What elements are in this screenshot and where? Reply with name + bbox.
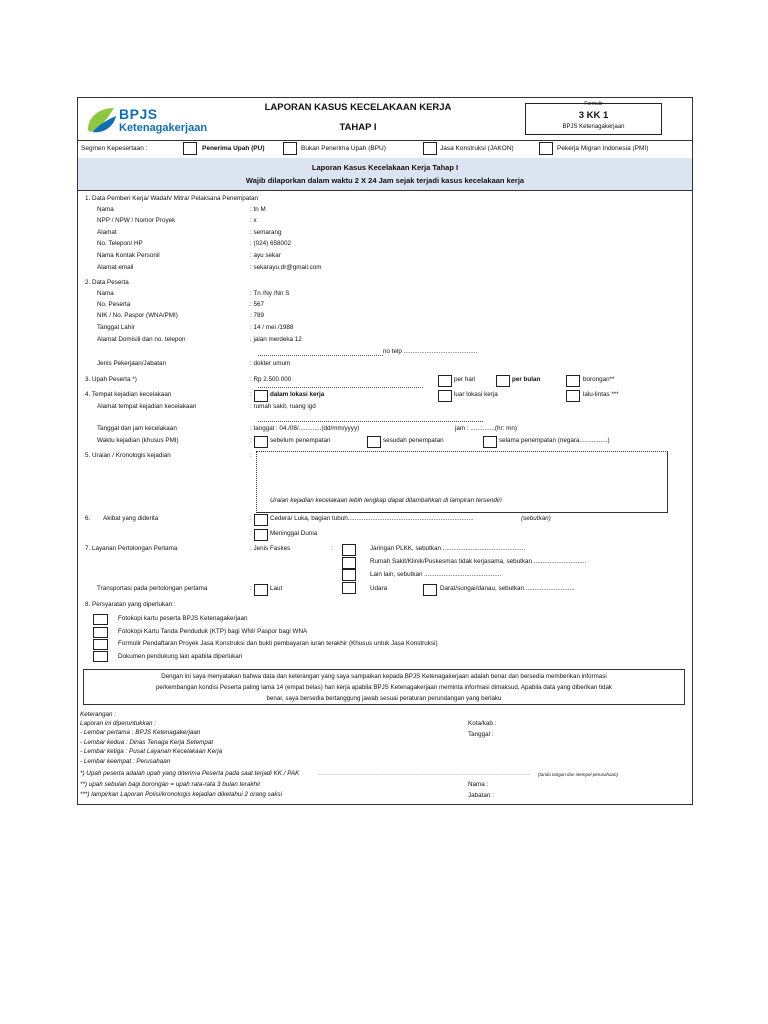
footer-note: Laporan ini diperuntukkan : xyxy=(80,720,156,727)
injury-label: Cedera/ Luka, bagian tubuh........................................................................ xyxy=(270,515,474,522)
s1-heading: 1. Data Pemberi Kerja/ Wadah/ Mitra/ Pelaksana Penempatan xyxy=(85,195,259,202)
s1-label: Nama Kontak Personil xyxy=(97,252,160,259)
band-deadline: Wajib dilaporkan dalam waktu 2 X 24 Jam sejak terjadi kasus kecelakaan kerja xyxy=(245,176,525,185)
declaration-line: perkembangan kondisi Peserta paling lama 14 (empat belas) hari kerja apabila BPJS Ketenagakerjaan meminta informasi dimaksud, Apabila data yang diberikan tidak xyxy=(155,684,613,691)
form-org: BPJS Ketenagakerjaan xyxy=(562,124,625,130)
form-page xyxy=(77,97,693,805)
s4-address-value[interactable]: : rumah sakit, ruang igd xyxy=(250,403,316,410)
s4-address-label: Alamat tempat kejadian kecelakaan xyxy=(97,403,197,410)
injury-specify: (sebutkan) xyxy=(521,515,551,522)
bpjs-leaf-icon xyxy=(86,106,118,134)
wage-piecework-checkbox[interactable] xyxy=(566,375,580,387)
s1-label: Alamat email xyxy=(97,264,134,271)
footer-note: Keterangan : xyxy=(80,711,117,718)
s2-value[interactable]: : 14 / mei /1988 xyxy=(250,324,294,331)
s4-date-label: Tanggal dan jam kecelakaan xyxy=(97,425,177,432)
segment-option-bpu: Bukan Penerima Upah (BPU) xyxy=(301,145,386,152)
s4-date-value[interactable]: : tanggal : 04./08/.............(dd/mm/yyyy) xyxy=(250,425,360,432)
s2-value[interactable]: : jalan merdeka 12 xyxy=(250,336,302,343)
s3-value[interactable]: : Rp 2.500.000 xyxy=(250,376,292,383)
segment-label: Segmen Kepesertaan : xyxy=(81,145,148,152)
report-band xyxy=(78,158,692,191)
footnote-wage: *) Upah peserta adalah upah yang diterima Peserta pada saat terjadi KK / PAK xyxy=(80,770,300,777)
s6-label: Akibat yang diderita xyxy=(103,515,159,522)
s7-label: 7. Layanan Pertolongan Pertama xyxy=(85,545,178,552)
sign-city[interactable]: Kota/kab : xyxy=(468,720,497,727)
s2-phone[interactable]: no telp .......................................... xyxy=(383,348,478,355)
transport-air-checkbox[interactable] xyxy=(342,582,356,594)
death-label: Meninggal Dunia xyxy=(270,530,318,537)
s6-colon-2: : xyxy=(250,530,252,537)
s5-note: Uraian kejadian kecelakaan lebih lengkap dapat ditambahkan di lampiran tersendiri xyxy=(270,497,502,504)
place-traffic-checkbox[interactable] xyxy=(566,390,580,402)
footnote-police: ***) lampirkan Laporan Polisi/kronologis kejadian diketahui 2 orang saksi xyxy=(80,791,282,798)
pmi-during-label: selama penempatan (negara................) xyxy=(499,437,610,444)
s2-label: Nama xyxy=(97,290,114,297)
injury-checkbox[interactable] xyxy=(254,514,268,526)
faskes-other-checkbox[interactable] xyxy=(342,569,356,581)
segment-row xyxy=(78,140,692,159)
req-card-checkbox[interactable] xyxy=(93,614,108,625)
transport-sea-label: Laut xyxy=(270,585,283,592)
s2-job-value[interactable]: : dokter umum xyxy=(250,360,291,367)
footnote-piecework: **) upah sebulan bagi borongan = upah rata-rata 3 bulan terakhir xyxy=(80,781,261,788)
bpjs-logo xyxy=(86,106,246,136)
pmi-before-checkbox[interactable] xyxy=(254,436,268,448)
s1-label: Nama xyxy=(97,206,114,213)
form-stage: TAHAP I xyxy=(339,122,377,133)
req-other-checkbox[interactable] xyxy=(93,651,108,662)
faskes-other-label: Lain lain, sebutkan ............................................ xyxy=(370,571,502,578)
footer-note: - Lembar pertama : BPJS Ketenagakerjaan xyxy=(80,729,201,736)
declaration-line: Dengan ini saya menyatakan bahwa data dan keterangan yang saya sampaikan kepada BPJS Ketenagakerjaan adalah benar dan bersedia memberikan informasi xyxy=(161,673,607,680)
s2-label: No. Peserta xyxy=(97,301,131,308)
transport-air-label: Udara xyxy=(370,585,388,592)
s4-time-value[interactable]: jam : ......:.......(hr: mn) xyxy=(455,425,517,432)
s2-label: Tanggal Lahir xyxy=(97,324,135,331)
s4-label: 4. Tempat kejadian kecelakaan xyxy=(85,391,172,398)
sign-date[interactable]: Tanggal : xyxy=(468,731,494,738)
s6-colon: : xyxy=(250,515,252,522)
req-item: Fotokopi kartu peserta BPJS Ketenagakerjaan xyxy=(118,615,248,622)
transport-land-label: Darat/sungai/danau, sebutkan ............................ xyxy=(440,585,575,592)
declaration-box xyxy=(83,669,685,705)
s1-label: Alamat xyxy=(97,229,117,236)
transport-sea-checkbox[interactable] xyxy=(254,584,268,596)
s1-value[interactable]: : (024) 658002 xyxy=(250,240,291,247)
faskes-hospital-label: Rumah Sakit/Klinik/Puskesmas tidak kerjasama, sebutkan .............................. xyxy=(370,558,587,565)
s2-value[interactable]: : 567 xyxy=(250,301,265,308)
segment-bpu-checkbox[interactable] xyxy=(283,142,297,155)
s2-job-label: Jenis Pekerjaan/Jabatan xyxy=(97,360,166,367)
s2-value[interactable]: : 789 xyxy=(250,312,265,319)
footer-note: - Lembar kedua : Dinas Tenaga Kerja Setempat xyxy=(80,739,214,746)
s1-value[interactable]: : sekarayu.dr@gmail.com xyxy=(250,264,322,271)
wage-monthly-checkbox[interactable] xyxy=(496,375,510,387)
s1-label: NPP / NPW / Nomor Proyek xyxy=(97,217,176,224)
place-traffic-label: lalu-lintas *** xyxy=(583,391,619,398)
form-code-box xyxy=(525,103,662,135)
req-item: Fotokopi Kartu Tanda Penduduk (KTP) bagi WNI/ Paspor bagi WNA xyxy=(118,628,308,635)
s2-label: NIK / No. Paspor (WNA/PMI) xyxy=(97,312,178,319)
signature-caption: (tanda tangan dan stempel perusahaan) xyxy=(538,772,619,777)
faskes-hospital-checkbox[interactable] xyxy=(342,557,356,569)
s1-value[interactable]: : x xyxy=(250,217,257,224)
wage-daily-checkbox[interactable] xyxy=(438,375,452,387)
s4-pmi-colon: : xyxy=(250,437,252,444)
s1-label: No. Telepon/ HP xyxy=(97,240,143,247)
s4-pmi-label: Waktu kejadian (khusus PMI) xyxy=(97,437,179,444)
wage-dotted-line xyxy=(258,387,423,388)
logo-subtitle: Ketenagakerjaan xyxy=(119,122,208,134)
s8-label: 8. Persyaratan yang diperlukan : xyxy=(85,601,176,608)
req-item: Formulir Pendaftaran Proyek Jasa Konstruksi dan bukti pembayaran iuran terakhir (Khusus untuk Jasa Konstruksi) xyxy=(118,640,438,647)
form-code-label: Formulir xyxy=(584,101,603,107)
s2-label: Alamat Domisili dan no. telepon xyxy=(97,336,186,343)
sign-name[interactable]: Nama : xyxy=(468,781,489,788)
pmi-before-label: sebelum penempatan xyxy=(270,437,331,444)
s7-faskes-label: : Jenis Faskes xyxy=(250,545,291,552)
s6-number: 6. xyxy=(85,515,91,522)
death-checkbox[interactable] xyxy=(254,529,268,541)
form-title: LAPORAN KASUS KECELAKAAN KERJA xyxy=(264,102,452,113)
footer-note: - Lembar ketiga : Pusat Layanan Kecelakaan Kerja xyxy=(80,748,223,755)
s5-colon: : xyxy=(250,452,252,459)
form-code: 3 KK 1 xyxy=(578,110,609,121)
s1-value[interactable]: : ayu sekar xyxy=(250,252,281,259)
transport-land-checkbox[interactable] xyxy=(423,584,437,596)
address-dotted-line xyxy=(258,421,483,422)
req-jakon-checkbox[interactable] xyxy=(93,639,108,650)
s1-value[interactable]: : tn M xyxy=(250,206,266,213)
s7-transport-label: Transportasi pada pertolongan pertama xyxy=(97,585,208,592)
place-in-work-checkbox[interactable] xyxy=(254,390,268,402)
s7-colon: : xyxy=(331,545,333,552)
segment-option-jakon: Jasa Konstruksi (JAKON) xyxy=(440,145,514,152)
declaration-line: benar, saya bersedia bertanggung jawab sesuai peraturan perundangan yang berlaku xyxy=(266,695,502,702)
domicile-dotted-line xyxy=(258,355,383,356)
pmi-during-checkbox[interactable] xyxy=(483,436,497,448)
segment-pu-checkbox[interactable] xyxy=(183,142,197,155)
s4-colon: : xyxy=(250,391,252,398)
place-outside-label: luar lokasi kerja xyxy=(454,391,498,398)
wage-monthly-label: per bulan xyxy=(512,376,541,383)
signature-dotted-line: ............................................................................................................................................................................................... xyxy=(318,771,531,776)
pmi-after-label: sesudah penempatan xyxy=(383,437,444,444)
segment-option-pmi: Pekerja Migran Indonesia (PMI) xyxy=(557,145,649,152)
sign-position[interactable]: Jabatan : xyxy=(468,792,494,799)
wage-daily-label: per hari xyxy=(454,376,476,383)
s1-value[interactable]: : semarang xyxy=(250,229,282,236)
s2-heading: 2. Data Peserta xyxy=(85,279,129,286)
s3-label: 3. Upah Peserta *) xyxy=(85,376,137,383)
faskes-plkk-checkbox[interactable] xyxy=(342,544,356,556)
faskes-plkk-label: Jaringan PLKK, sebutkan ............................................... xyxy=(370,545,526,552)
segment-option-pu: Penerima Upah (PU) xyxy=(202,145,265,152)
logo-brand: BPJS xyxy=(119,106,158,122)
place-outside-checkbox[interactable] xyxy=(438,390,452,402)
form-header xyxy=(78,98,692,141)
pmi-after-checkbox[interactable] xyxy=(367,436,381,448)
band-title: Laporan Kasus Kecelakaan Kerja Tahap I xyxy=(311,163,459,172)
footer-note: - Lembar keempat : Perusahaan xyxy=(80,758,171,765)
s7-transport-colon: : xyxy=(250,585,252,592)
place-in-work-label: dalam lokasi kerja xyxy=(270,391,325,398)
s5-label: 5. Uraian / Kronologis kejadian xyxy=(85,452,171,459)
segment-pmi-checkbox[interactable] xyxy=(539,142,553,155)
wage-piecework-label: borongan** xyxy=(583,376,615,383)
req-id-checkbox[interactable] xyxy=(93,627,108,638)
segment-jakon-checkbox[interactable] xyxy=(423,142,437,155)
req-item: Dokumen pendukung lain apabila diperlukan xyxy=(118,653,243,660)
s2-value[interactable]: : Tn /Ny /Nn S xyxy=(250,290,290,297)
